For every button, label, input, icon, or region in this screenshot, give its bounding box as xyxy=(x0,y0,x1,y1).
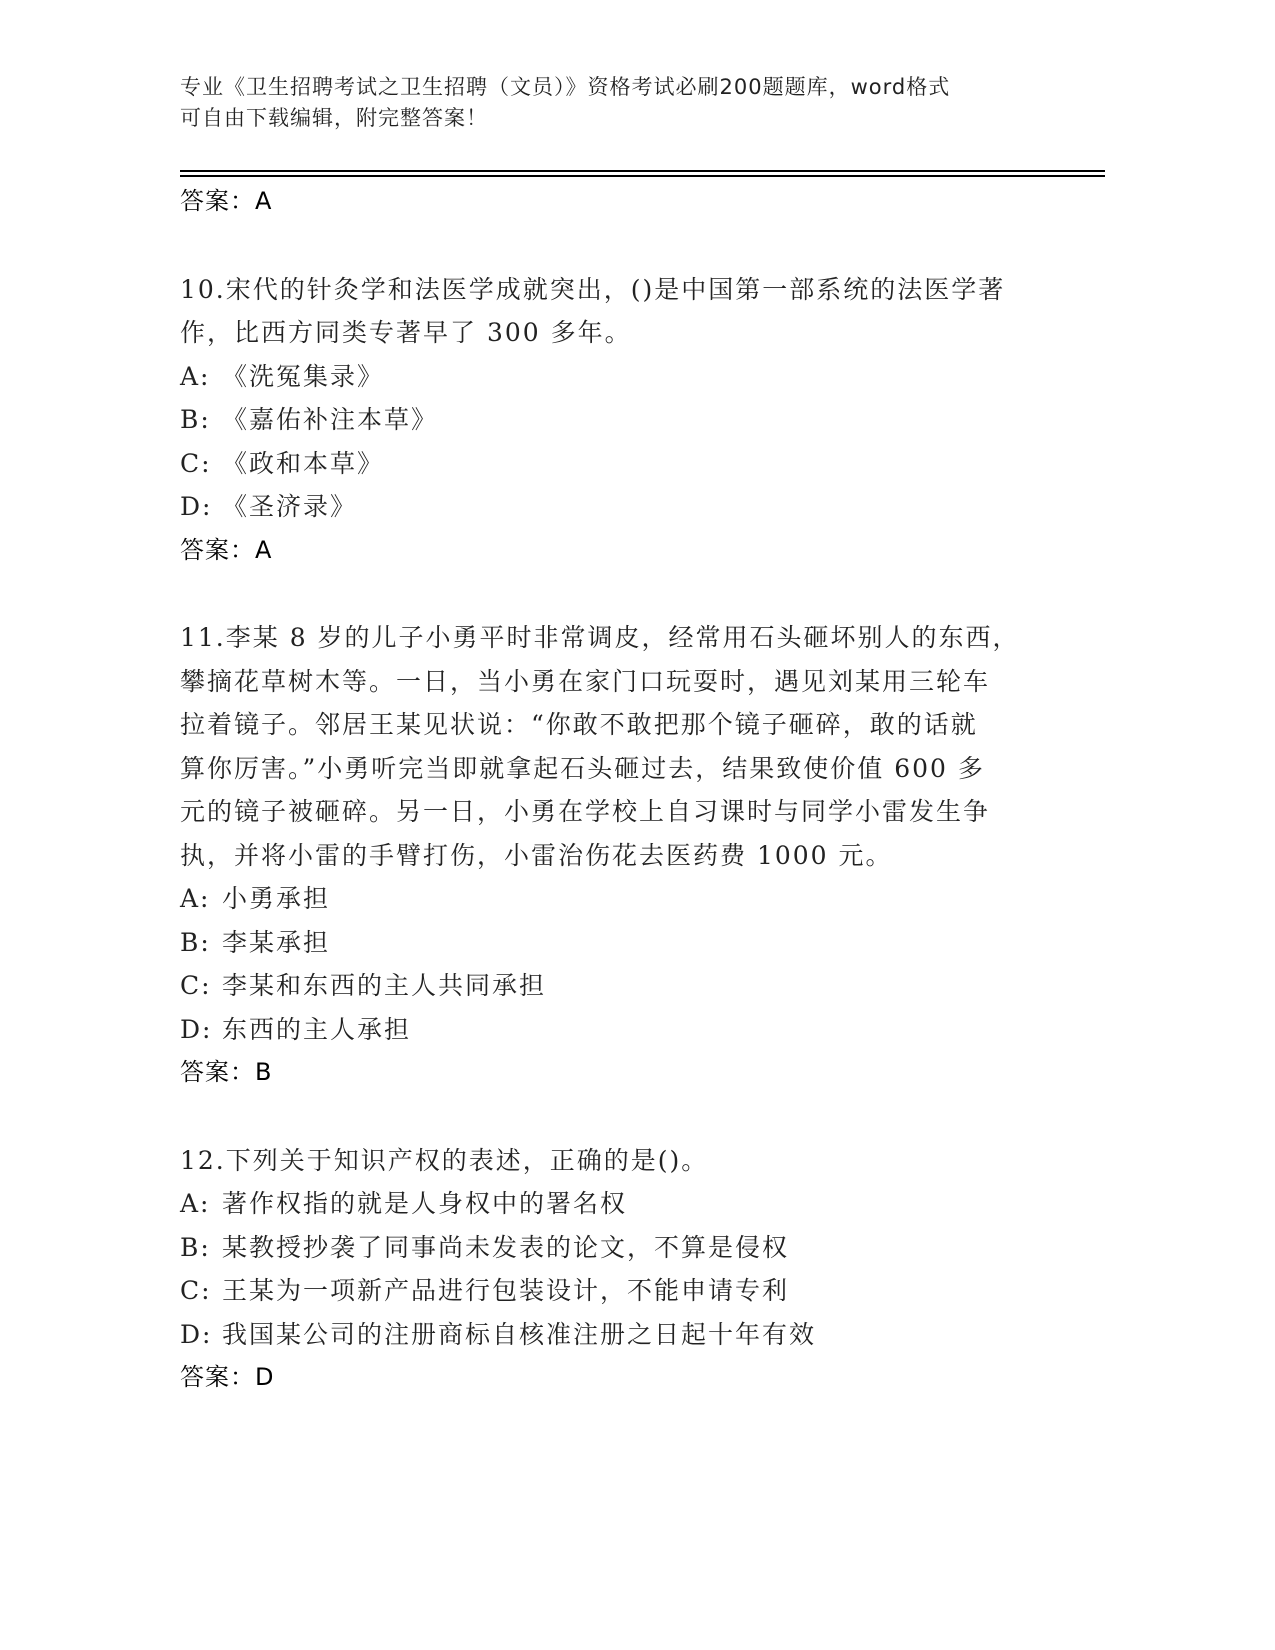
option-label: A: xyxy=(180,361,211,391)
option-text: 《政和本草》 xyxy=(222,448,385,478)
header-line: 可自由下载编辑，附完整答案！ xyxy=(180,106,488,130)
option-label: B: xyxy=(180,927,211,957)
question-text: 拉着镜子。邻居王某见状说：“你敢不敢把那个镜子砸碎，敢的话就 xyxy=(180,710,978,739)
option-item xyxy=(180,1182,1120,1226)
option-item xyxy=(180,964,1120,1008)
question-text: 10.宋代的针灸学和法医学成就突出，()是中国第一部系统的法医学著 xyxy=(180,274,1006,304)
option-label: D: xyxy=(180,492,213,521)
question-text: 作，比西方同类专著早了 300 多年。 xyxy=(180,318,632,347)
option-item xyxy=(180,1313,1120,1357)
option-text: 《嘉佑补注本草》 xyxy=(222,405,439,434)
question-text: 攀摘花草树木等。一日，当小勇在家门口玩耍时，遇见刘某用三轮车 xyxy=(180,666,991,696)
option-label: B: xyxy=(180,1232,211,1262)
option-label: A: xyxy=(180,1189,211,1218)
option-item xyxy=(180,1269,1120,1313)
option-text: 某教授抄袭了同事尚未发表的论文，不算是侵权 xyxy=(222,1232,790,1262)
option-label: A: xyxy=(180,884,211,913)
option-label: C: xyxy=(180,1276,212,1305)
question-text: 算你厉害。”小勇听完当即就拿起石头砸过去，结果致使价值 600 多 xyxy=(180,753,985,783)
question-text: 执，并将小雷的手臂打伤，小雷治伤花去医药费 1000 元。 xyxy=(180,840,893,870)
option-label: D: xyxy=(180,1319,213,1349)
option-item xyxy=(180,921,1120,965)
question-text: 12.下列关于知识产权的表述，正确的是()。 xyxy=(180,1145,709,1175)
header-divider xyxy=(180,175,1105,177)
option-item xyxy=(180,355,1120,399)
option-label: C: xyxy=(180,448,212,478)
option-text: 王某为一项新产品进行包装设计，不能申请专利 xyxy=(222,1276,790,1305)
option-text: 著作权指的就是人身权中的署名权 xyxy=(222,1189,628,1218)
option-item xyxy=(180,398,1120,442)
header-divider xyxy=(180,170,1105,172)
option-label: D: xyxy=(180,1014,213,1044)
option-item xyxy=(180,485,1120,529)
answer-line: 答案：D xyxy=(180,1363,275,1391)
answer-line: 答案：B xyxy=(180,1058,273,1086)
option-text: 李某承担 xyxy=(222,927,331,957)
option-text: 东西的主人承担 xyxy=(222,1014,412,1044)
option-label: B: xyxy=(180,405,211,434)
answer-line: 答案：A xyxy=(180,535,273,564)
option-item xyxy=(180,442,1120,486)
option-item xyxy=(180,1008,1120,1052)
question-text: 元的镜子被砸碎。另一日，小勇在学校上自习课时与同学小雷发生争 xyxy=(180,797,991,826)
option-text: 《圣济录》 xyxy=(222,492,358,521)
document-body xyxy=(180,180,1120,1400)
header-line: 专业《卫生招聘考试之卫生招聘（文员）》资格考试必刷200题题库，word格式 xyxy=(180,75,951,99)
question-block xyxy=(180,1139,1120,1400)
option-text: 李某和东西的主人共同承担 xyxy=(222,971,547,1000)
answer-line: 答案：A xyxy=(180,187,273,215)
question-text: 11.李某 8 岁的儿子小勇平时非常调皮，经常用石头砸坏别人的东西， xyxy=(180,623,1020,652)
option-text: 我国某公司的注册商标自核准注册之日起十年有效 xyxy=(222,1319,817,1349)
option-item xyxy=(180,877,1120,921)
document-header xyxy=(180,72,950,134)
question-block xyxy=(180,616,1120,1095)
option-text: 小勇承担 xyxy=(222,884,331,913)
option-text: 《洗冤集录》 xyxy=(222,361,385,391)
option-label: C: xyxy=(180,971,212,1000)
question-block xyxy=(180,268,1120,573)
option-item xyxy=(180,1226,1120,1270)
